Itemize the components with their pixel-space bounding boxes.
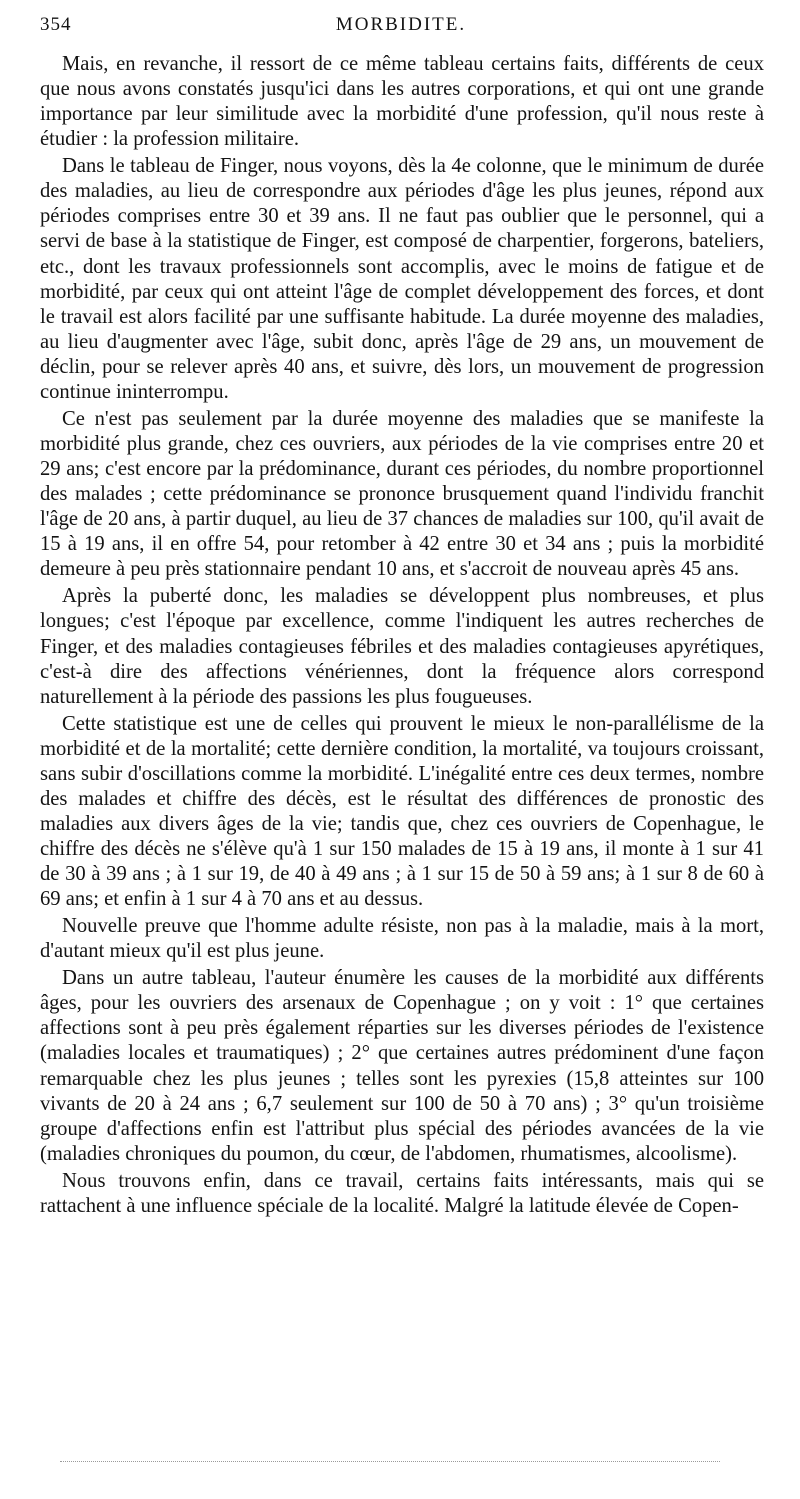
bottom-dotted-rule: [60, 1461, 720, 1462]
paragraph-military-profession: Mais, en revanche, il ressort de ce même tableau certains faits, différents de ceux que nous avons constatés jusqu'ici dans les autres corporations, et qui ont une grande importance par leur similitude avec la morbidité d'une profession, qu'il nous reste à étudier : la profession militaire.: [40, 53, 764, 151]
paragraph-disease-prevalence: Ce n'est pas seulement par la durée moyenne des maladies que se manifeste la morbidité plus grande, chez ces ouvriers, aux périodes de la vie comprises entre 20 et 29 ans; c'est encore par la prédominance, durant ces périodes, du nombre proportionnel des malades ; cette prédominance se prononce brusquement quand l'individu franchit l'âge de 20 ans, à partir duquel, au lieu de 37 chances de maladies sur 100, qu'il avait de 15 à 19 ans, il en offre 54, pour retomber à 42 entre 30 et 34 ans ; puis la morbidité demeure à peu près stationnaire pendant 10 ans, et s'accroit de nouveau après 45 ans.: [40, 407, 764, 581]
paragraph-locality-influence: Nous trouvons enfin, dans ce travail, certains faits intéressants, mais qui se rattachent à une influence spéciale de la localité. Malgré la latitude élevée de Copen-: [40, 1169, 764, 1217]
body-text: [40, 52, 764, 1221]
running-title: MORBIDITE.: [335, 14, 467, 35]
page-number: 354: [40, 14, 72, 35]
paragraph-causes-by-age: Dans un autre tableau, l'auteur énumère les causes de la morbidité aux différents âges, pour les ouvriers des arsenaux de Copenhague ; on y voit : 1° que certaines affections sont à peu près également réparties sur les diverses périodes de l'existence (maladies locales et traumatiques) ; 2° que certaines autres prédominent d'une façon remarquable chez les plus jeunes ; telles sont les pyrexies (15,8 atteintes sur 100 vivants de 20 à 24 ans ; 6,7 seulement sur 100 de 50 à 70 ans) ; 3° qu'un troisième groupe d'affections enfin est l'attribut plus spécial des périodes avancées de la vie (maladies chroniques du poumon, du cœur, de l'abdomen, rhumatismes, alcoolisme).: [40, 967, 764, 1165]
paragraph-new-proof: Nouvelle preuve que l'homme adulte résiste, non pas à la maladie, mais à la mort, d'autant mieux qu'il est plus jeune.: [40, 915, 764, 963]
running-head: [40, 14, 762, 44]
paragraph-after-puberty: Après la puberté donc, les maladies se développent plus nombreuses, et plus longues; c'est l'époque par excellence, comme l'indiquent les autres recherches de Finger, et des maladies contagieuses fébriles et des maladies contagieuses apyrétiques, c'est-à dire des affections vénériennes, dont la fréquence alors correspond naturellement à la période des passions les plus fougueuses.: [40, 585, 764, 708]
paragraph-non-parallelism: Cette statistique est une de celles qui prouvent le mieux le non-parallélisme de la morbidité et de la mortalité; cette dernière condition, la mortalité, va toujours croissant, sans subir d'oscillations comme la morbidité. L'inégalité entre ces deux termes, nombre des malades et chiffre des décès, est le résultat des différences de pronostic des maladies aux divers âges de la vie; tandis que, chez ces ouvriers de Copenhague, le chiffre des décès ne s'élève qu'à 1 sur 150 malades de 15 à 19 ans, il monte à 1 sur 41 de 30 à 39 ans ; à 1 sur 19, de 40 à 49 ans ; à 1 sur 15 de 50 à 59 ans; à 1 sur 8 de 60 à 69 ans; et enfin à 1 sur 4 à 70 ans et au dessus.: [40, 712, 764, 911]
paragraph-finger-table: Dans le tableau de Finger, nous voyons, dès la 4e colonne, que le minimum de durée des maladies, au lieu de correspondre aux périodes d'âge les plus jeunes, répond aux périodes comprises entre 30 et 39 ans. Il ne faut pas oublier que le personnel, qui a servi de base à la statistique de Finger, est composé de charpentier, forgerons, bateliers, etc., dont les travaux professionnels sont accomplis, avec le moins de fatigue et de morbidité, par ceux qui ont atteint l'âge de complet développement des forces, et dont le travail est alors facilité par une suffisante habitude. La durée moyenne des maladies, au lieu d'augmenter avec l'âge, subit donc, après l'âge de 29 ans, un mouvement de déclin, pour se relever après 40 ans, et suivre, dès lors, un mouvement de progression continue ininterrompu.: [40, 155, 764, 404]
